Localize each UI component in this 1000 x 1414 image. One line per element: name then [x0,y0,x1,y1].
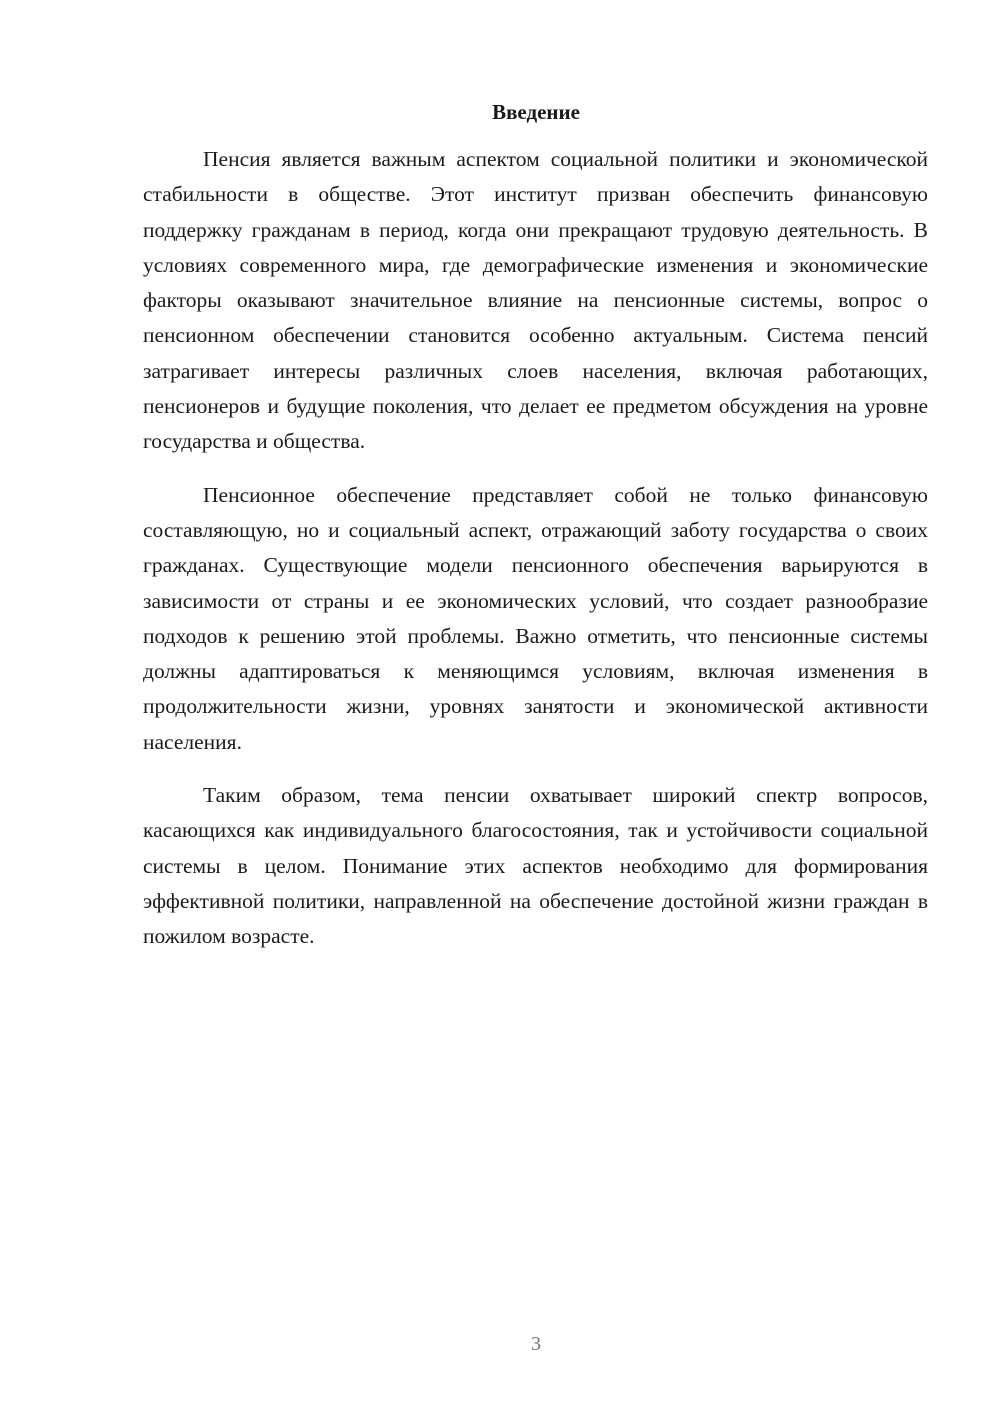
page-number: 3 [531,1333,541,1355]
body-text [143,142,928,973]
paragraph-2: Пенсионное обеспечение представляет собой не только финансовую составляющую, но и социальный аспект, отражающий заботу государства о своих гражданах. Существующие модели пенсионного обеспечения варьируются в зависимости от страны и ее экономических условий, что создает разнообразие подходов к решению этой проблемы. Важно отметить, что пенсионные системы должны адаптироваться к меняющимся условиям, включая изменения в продолжительности жизни, уровнях занятости и экономической активности населения. [143,482,928,754]
paragraph-3: Таким образом, тема пенсии охватывает широкий спектр вопросов, касающихся как индивидуального благосостояния, так и устойчивости социальной системы в целом. Понимание этих аспектов необходимо для формирования эффективной политики, направленной на обеспечение достойной жизни граждан в пожилом возрасте. [143,783,928,949]
section-heading: Введение [492,100,580,124]
paragraph-1: Пенсия является важным аспектом социальной политики и экономической стабильности в обществе. Этот институт призван обеспечить финансовую поддержку гражданам в период, когда они прекращают трудовую деятельность. В условиях современного мира, где демографические изменения и экономические факторы оказывают значительное влияние на пенсионные системы, вопрос о пенсионном обеспечении становится особенно актуальным. Система пенсий затрагивает интересы различных слоев населения, включая работающих, пенсионеров и будущие поколения, что делает ее предметом обсуждения на уровне государства и общества. [143,147,928,454]
